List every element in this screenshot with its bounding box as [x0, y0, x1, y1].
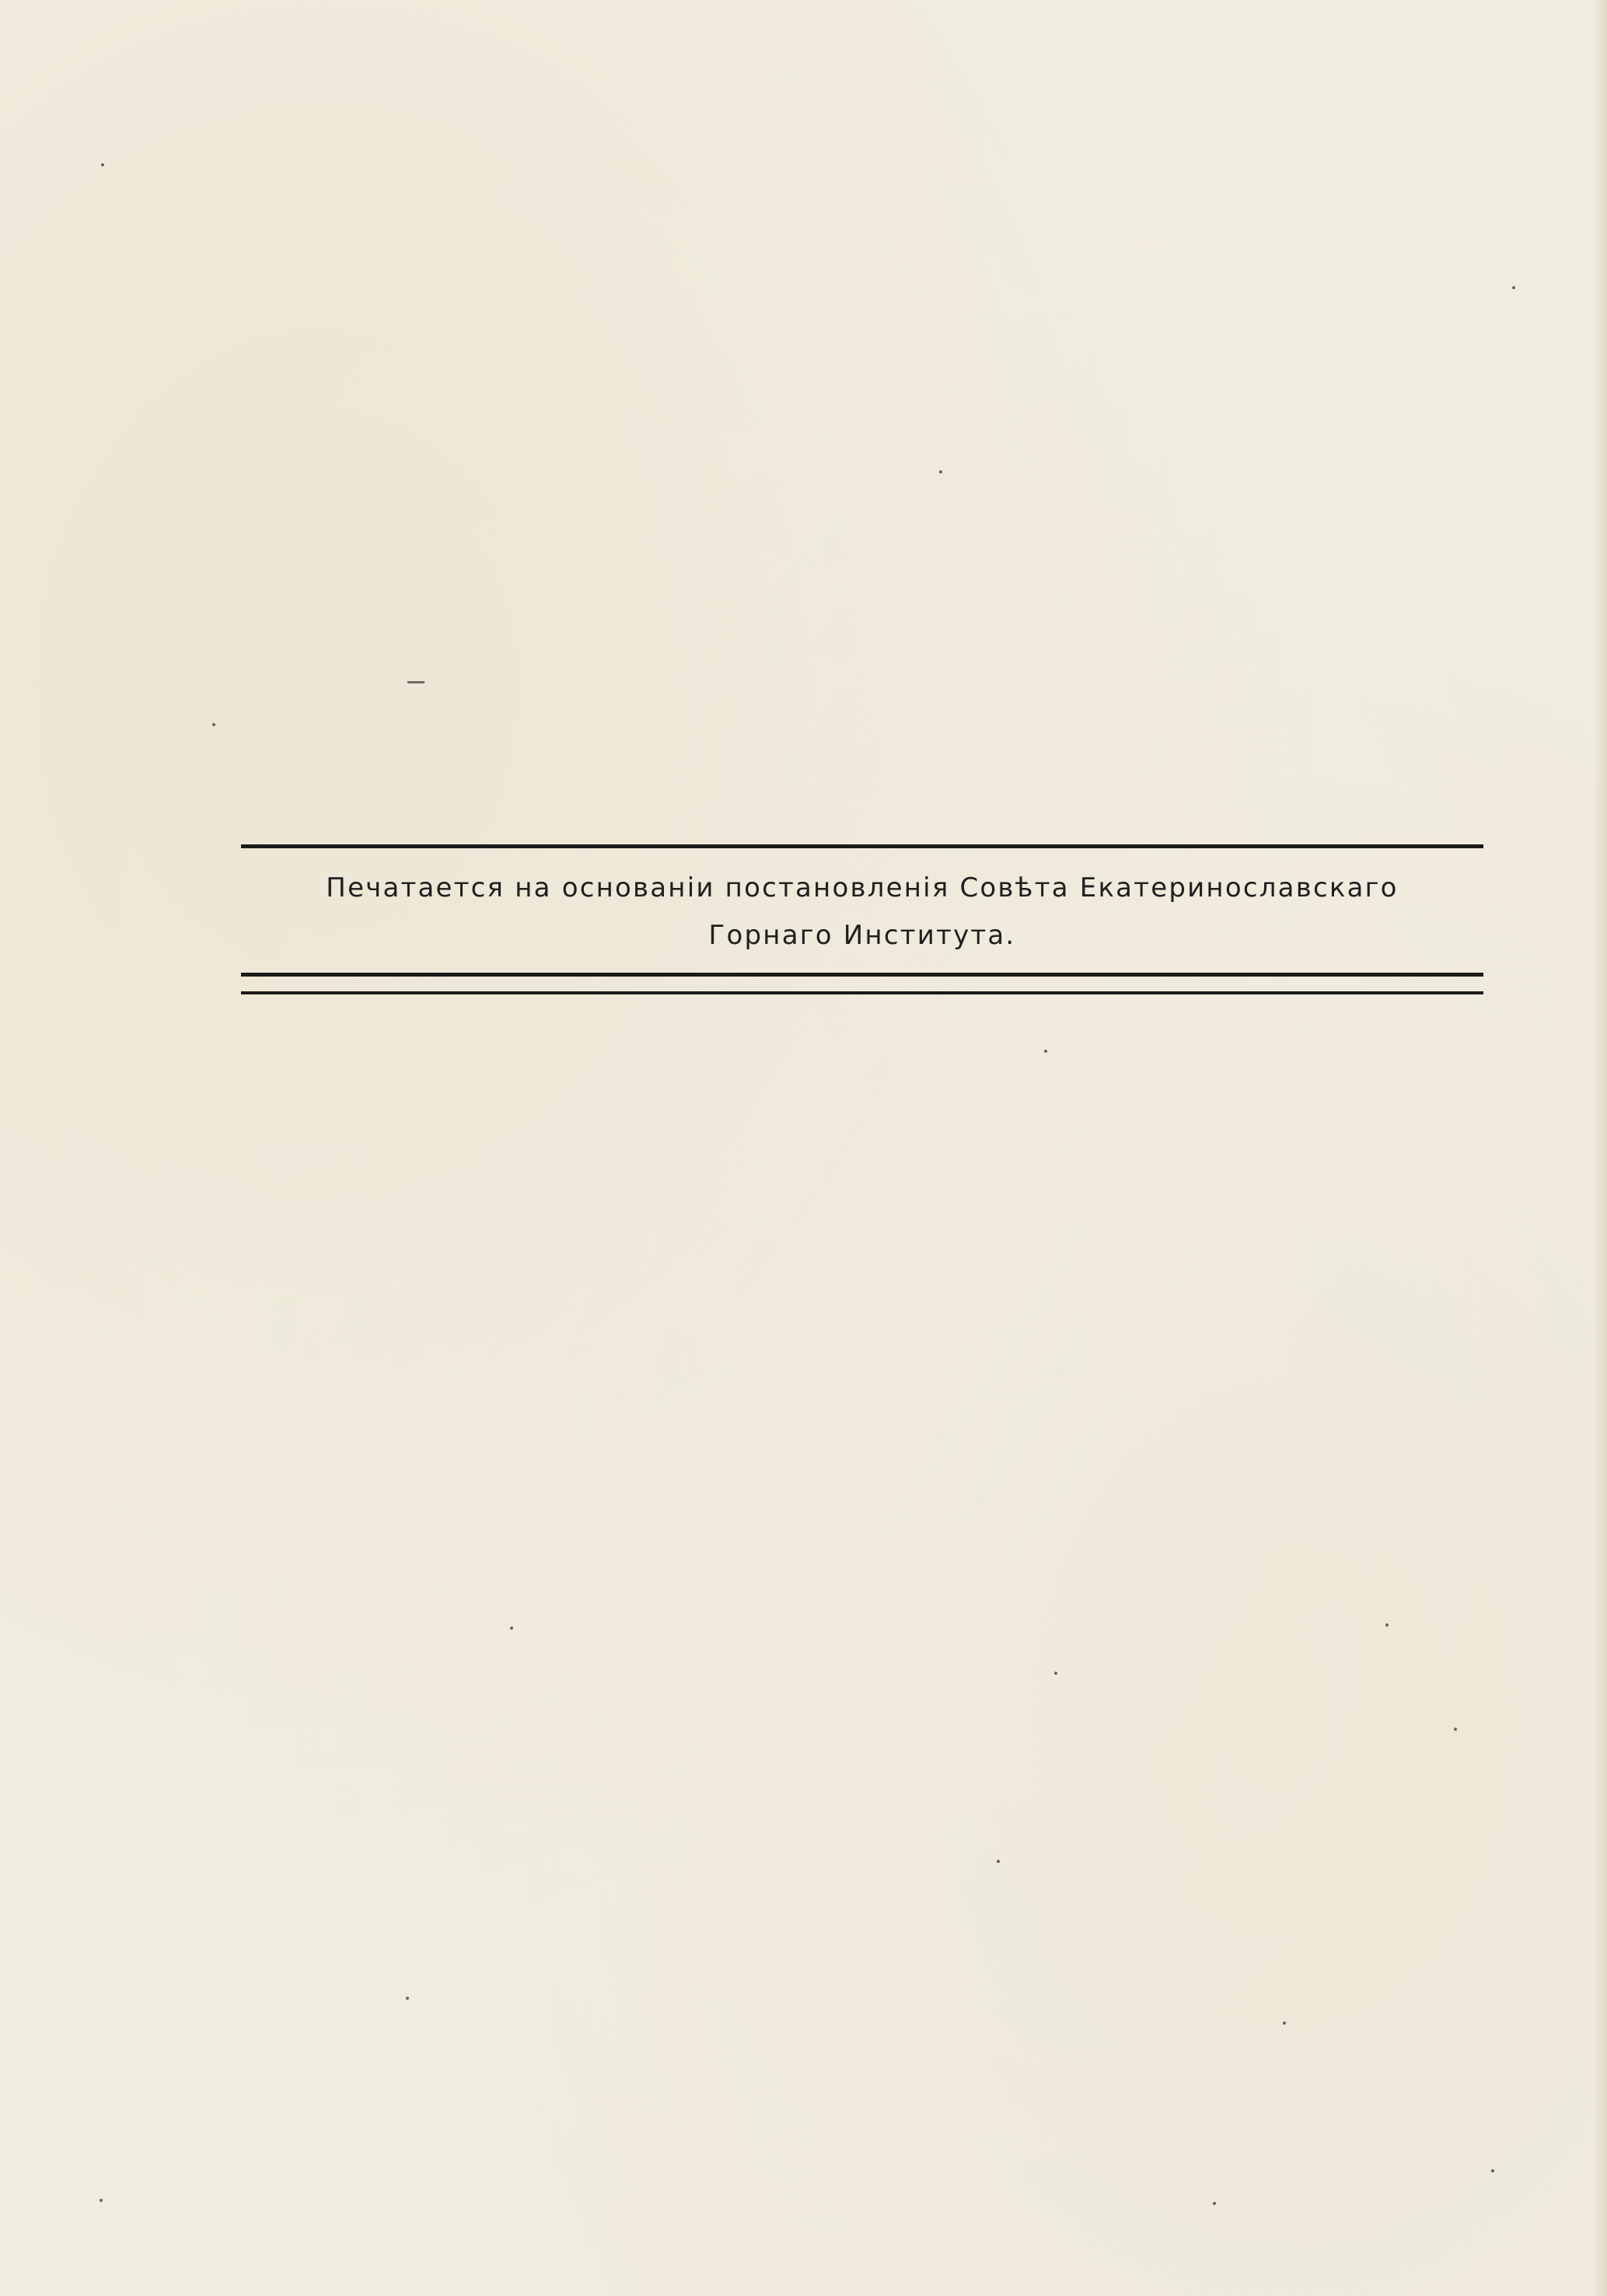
paper-speck	[1454, 1728, 1457, 1731]
imprint-line-2: Горнаго Института.	[708, 920, 1016, 951]
paper-speck	[510, 1627, 513, 1630]
page-edge-shadow	[1593, 0, 1607, 2296]
imprint-line-1: Печатается на основанiи постановленiя Совѣта Екатеринославскаго	[326, 872, 1399, 903]
paper-speck	[212, 723, 215, 726]
paper-speck	[939, 470, 942, 474]
imprint-notice	[241, 844, 1483, 995]
paper-speck	[1512, 286, 1515, 289]
paper-speck	[100, 2199, 103, 2202]
paper-speck	[101, 163, 104, 166]
paper-speck	[1213, 2202, 1216, 2205]
paper-speck	[1491, 2169, 1494, 2172]
paper-speck	[1283, 2022, 1286, 2025]
paper-speck	[406, 1997, 409, 2000]
paper-mark	[407, 681, 424, 683]
paper-speck	[1054, 1672, 1057, 1675]
paper-speck	[1385, 1623, 1389, 1627]
paper-speck	[997, 1860, 1000, 1863]
bottom-rule	[241, 973, 1483, 977]
top-rule	[241, 844, 1483, 848]
paper-speck	[1044, 1050, 1047, 1053]
bottom-rule-double	[241, 991, 1483, 994]
